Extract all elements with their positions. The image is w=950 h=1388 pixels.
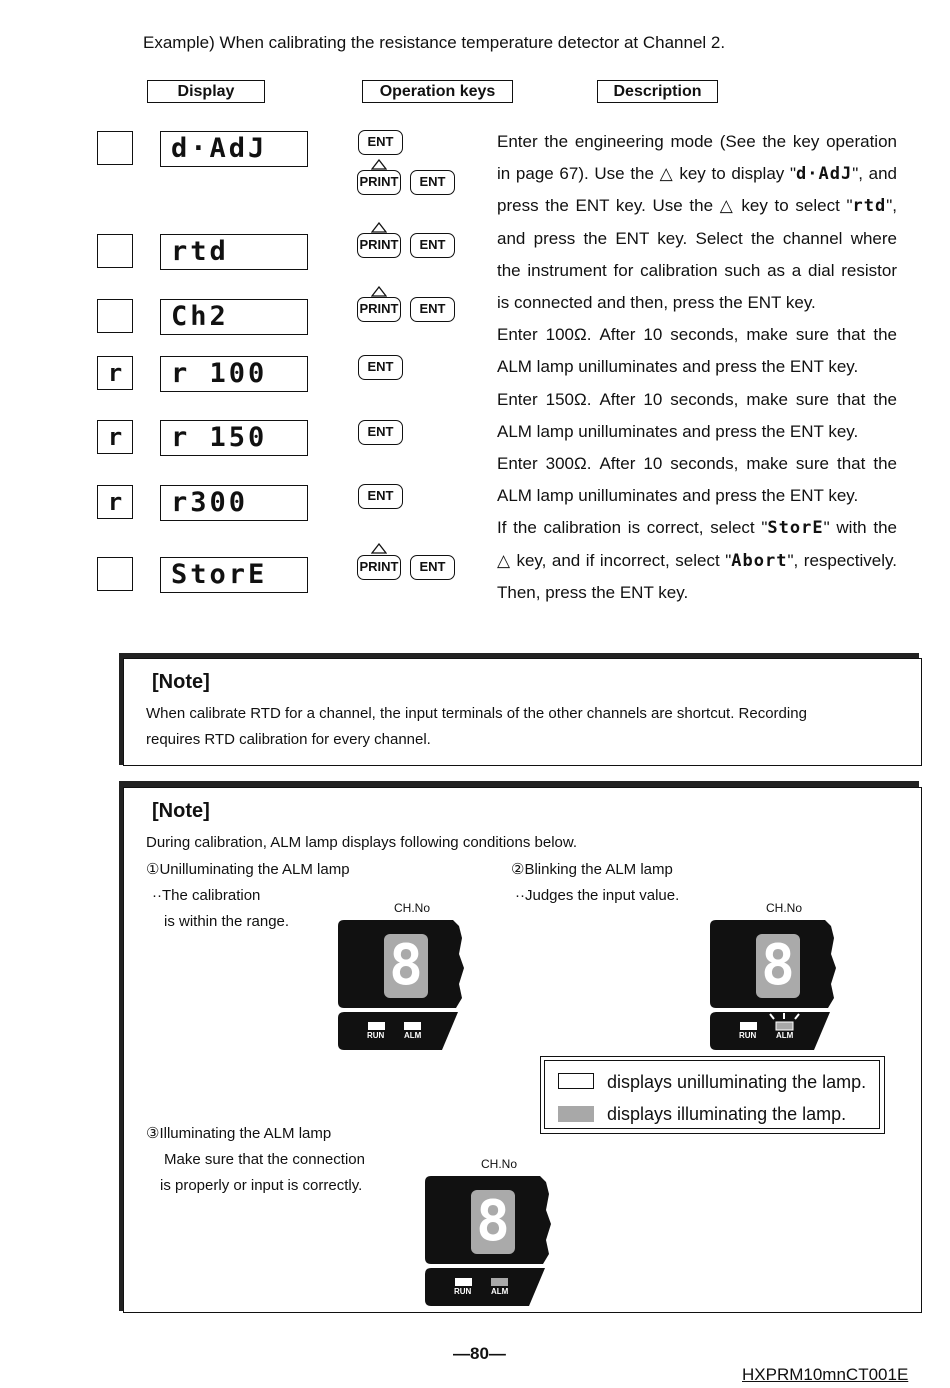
lcd-display-4: r 100 xyxy=(160,356,308,392)
condition3-title: ③Illuminating the ALM lamp xyxy=(146,1125,332,1142)
description-column xyxy=(497,126,897,609)
device-digit: 8 xyxy=(761,933,795,998)
ch-no-label: CH.No xyxy=(394,901,431,915)
ent-key: ENT xyxy=(410,170,455,195)
sub-display-7 xyxy=(97,557,133,591)
ent-key: ENT xyxy=(358,484,403,509)
device-digit: 8 xyxy=(476,1189,510,1254)
lcd-display-1: d·AdJ xyxy=(160,131,308,167)
note2-title: [Note] xyxy=(152,800,210,822)
condition2-line1: ··Judges the input value. xyxy=(515,887,680,904)
run-label: RUN xyxy=(454,1287,472,1296)
ent-key: ENT xyxy=(358,130,403,155)
sub-display-3 xyxy=(97,299,133,333)
sub-display-5: r xyxy=(97,420,133,454)
ent-key: ENT xyxy=(358,420,403,445)
header-description: Description xyxy=(597,80,718,103)
lcd-display-5: r 150 xyxy=(160,420,308,456)
desc-paragraph-2: Enter 100Ω. After 10 seconds, make sure that the ALM lamp unilluminates and press the ENT key. xyxy=(497,325,897,377)
legend-unlit-text: displays unilluminating the lamp. xyxy=(607,1072,867,1092)
ch-no-label: CH.No xyxy=(481,1157,518,1171)
sub-display-4: r xyxy=(97,356,133,390)
desc-paragraph-4: Enter 300Ω. After 10 seconds, make sure that the ALM lamp unilluminates and press the ENT key. xyxy=(497,454,897,506)
ent-key: ENT xyxy=(410,555,455,580)
page-number: —80— xyxy=(453,1344,506,1363)
lcd-display-6: r300 xyxy=(160,485,308,521)
print-key: PRINT xyxy=(357,297,401,322)
print-key: PRINT xyxy=(357,233,401,258)
run-label: RUN xyxy=(367,1031,385,1040)
device-digit: 8 xyxy=(389,933,423,998)
ent-key: ENT xyxy=(410,233,455,258)
desc-paragraph-1: Enter the engineering mode (See the key operation in page 67). Use the △ key to display "d·AdJ", and press the ENT key. Use the △ key to select "rtd", and press the ENT key. Select the channel where the instrument for calibration such as a dial resistor is connected and then, press the ENT key. xyxy=(497,132,897,313)
intro-text: Example) When calibrating the resistance temperature detector at Channel 2. xyxy=(143,33,726,52)
run-label: RUN xyxy=(739,1031,757,1040)
ent-key: ENT xyxy=(410,297,455,322)
header-display: Display xyxy=(147,80,265,103)
ch-no-label: CH.No xyxy=(766,901,803,915)
desc-paragraph-5: If the calibration is correct, select "StorE" with the △ key, and if incorrect, select "Abort", respectively. Then, press the ENT key. xyxy=(497,518,898,602)
condition1-title: ①Unilluminating the ALM lamp xyxy=(146,861,350,878)
note1-box xyxy=(123,658,922,766)
device-lit xyxy=(425,1156,555,1308)
note1-line2: requires RTD calibration for every channel. xyxy=(146,731,431,748)
device-unlit xyxy=(338,900,468,1052)
sub-display-2 xyxy=(97,234,133,268)
condition3-line2: is properly or input is correctly. xyxy=(160,1177,363,1194)
condition1-line2: is within the range. xyxy=(164,913,290,930)
condition2-title: ②Blinking the ALM lamp xyxy=(511,861,673,878)
desc-paragraph-3: Enter 150Ω. After 10 seconds, make sure that the ALM lamp unilluminates and press the ENT key. xyxy=(497,389,897,441)
legend-lit-text: displays illuminating the lamp. xyxy=(607,1104,847,1124)
document-code: HXPRM10mnCT001E xyxy=(742,1365,909,1384)
lcd-display-2: rtd xyxy=(160,234,308,270)
note2-intro: During calibration, ALM lamp displays following conditions below. xyxy=(146,834,578,851)
lcd-display-7: StorE xyxy=(160,557,308,593)
alm-label: ALM xyxy=(404,1031,422,1040)
lit-swatch-icon xyxy=(558,1106,594,1122)
device-blinking xyxy=(710,900,840,1052)
note1-title: [Note] xyxy=(152,671,210,693)
alm-label: ALM xyxy=(776,1031,794,1040)
ent-key: ENT xyxy=(358,355,403,380)
legend-box xyxy=(540,1056,885,1134)
header-operation-keys: Operation keys xyxy=(362,80,513,103)
condition3-line1: Make sure that the connection xyxy=(164,1151,365,1168)
condition1-line1: ··The calibration xyxy=(152,887,261,904)
lcd-display-3: Ch2 xyxy=(160,299,308,335)
sub-display-1 xyxy=(97,131,133,165)
print-key: PRINT xyxy=(357,170,401,195)
sub-display-6: r xyxy=(97,485,133,519)
print-key: PRINT xyxy=(357,555,401,580)
unlit-swatch-icon xyxy=(558,1073,594,1089)
note1-line1: When calibrate RTD for a channel, the input terminals of the other channels are shortcut. Recording xyxy=(146,705,807,722)
alm-label: ALM xyxy=(491,1287,509,1296)
